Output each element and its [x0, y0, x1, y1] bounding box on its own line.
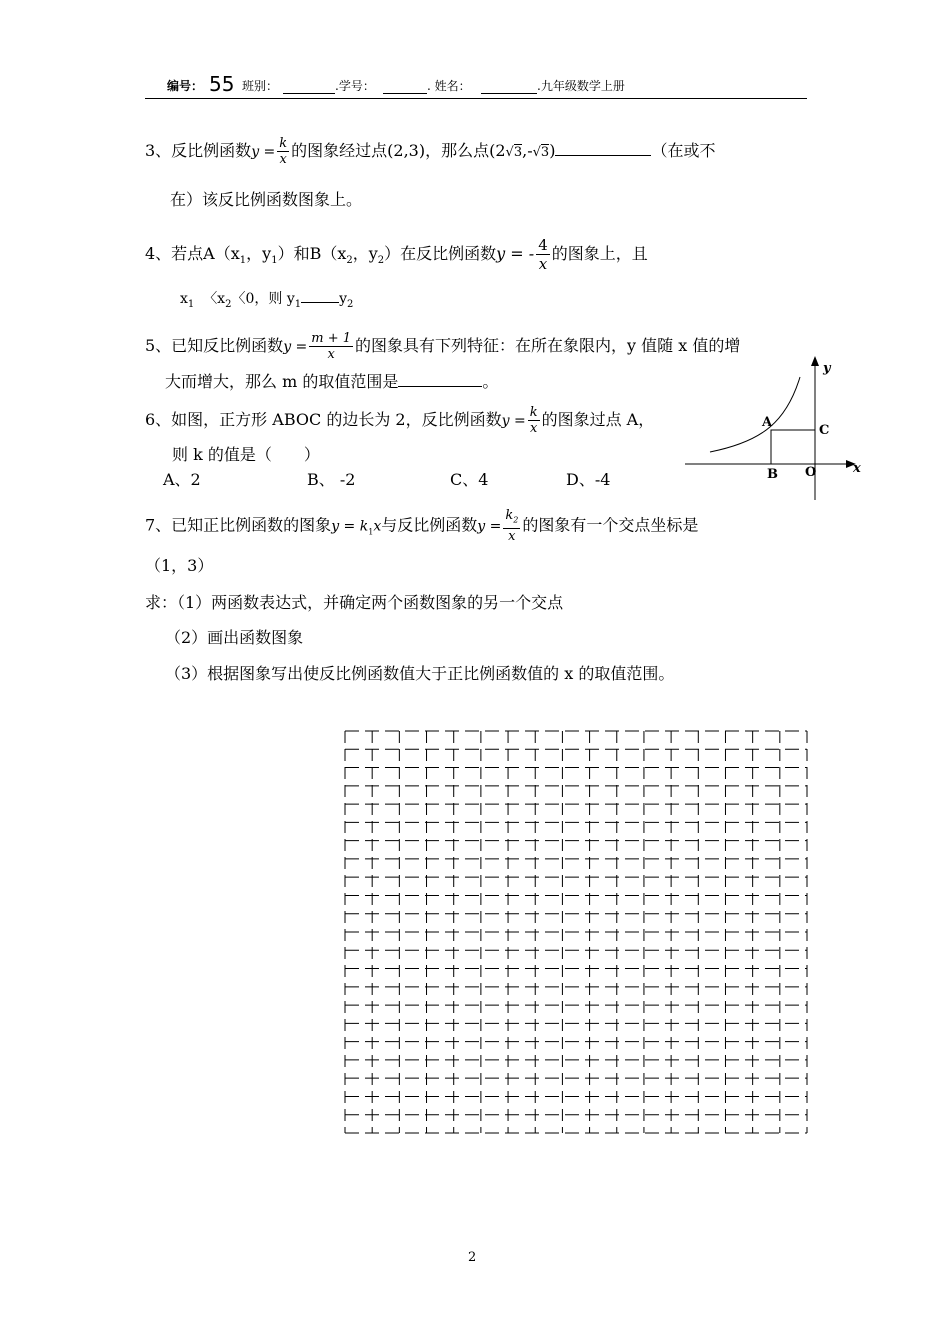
student-id-label: .学号： — [335, 79, 375, 93]
question-7-part-1: 求：（1）两函数表达式，并确定两个函数图象的另一个交点 — [145, 593, 564, 612]
point-b-label: B — [767, 467, 778, 482]
question-7-part-3: （3）根据图象写出使反比例函数值大于正比例函数值的 x 的取值范围。 — [165, 664, 675, 683]
question-7-part-2: （2）画出函数图象 — [165, 628, 304, 647]
name-label: . 姓名： — [427, 79, 471, 93]
q3-suffix: （在或不 — [651, 141, 716, 160]
class-label: 班别： — [242, 79, 279, 93]
q3-sqrt-1: √3 — [505, 145, 523, 160]
hyperbola-curve — [710, 377, 800, 452]
student-id-blank — [383, 79, 427, 94]
document-number: 55 — [209, 72, 235, 96]
q3-fraction — [277, 136, 289, 167]
x-axis-label: x — [853, 461, 861, 476]
q6-option-b: B、 -2 — [307, 470, 356, 489]
graph-grid — [344, 730, 808, 1134]
question-6-line-2: 则 k 的值是（ ） — [172, 445, 320, 464]
q5-fraction: $\frac{m + 1}{x}$ — [311, 331, 352, 362]
q3-y-eq: y = — [251, 144, 276, 160]
q6-option-c: C、4 — [450, 470, 489, 489]
class-blank — [283, 79, 335, 94]
q4-fraction: $\frac{4}{x}$ — [538, 236, 548, 273]
page-header — [145, 72, 807, 99]
q3-close: ) — [549, 141, 556, 160]
point-a-label: A — [762, 415, 773, 430]
question-7-line-1: 7、已知正比例函数的图象$y = k_1x$与反比例函数y = $\frac{k_2}{x}$ 的图象有一个交点坐标是 — [145, 508, 699, 544]
q4-answer-blank — [301, 288, 339, 303]
point-c-label: C — [819, 423, 830, 438]
q3-answer-blank — [555, 141, 651, 156]
origin-label: O — [805, 465, 817, 480]
q6-figure — [680, 352, 870, 504]
question-3-line-1 — [145, 136, 715, 167]
q4-suffix: 的图象上，且 — [551, 244, 648, 263]
question-5-line-1: 5、已知反比例函数y = $\frac{m + 1}{x}$ 的图象具有下列特征：在所在象限内，y 值随 x 值的增 — [145, 331, 741, 362]
q3-middle-2: ,- — [522, 141, 533, 160]
label-number: 编号： — [167, 79, 204, 93]
name-blank — [481, 79, 537, 94]
question-4-line-1: 4、若点$A(x_1$，$y_1$）和$B(x_2$，$y_2$）在反比例函数y = - $\frac{4}{x}$ 的图象上，且 — [145, 236, 648, 273]
question-3-line-2: 在）该反比例函数图象上。 — [170, 190, 363, 209]
q6-option-a: A、2 — [163, 470, 201, 489]
q5-answer-blank — [398, 372, 482, 387]
q3-middle: 的图象经过点(2,3)，那么点(2 — [291, 141, 506, 160]
q4-y-eq: y = - — [496, 244, 535, 263]
question-7-point: （1，3） — [145, 556, 214, 575]
y-axis-arrow — [811, 356, 819, 366]
page-number: 2 — [468, 1250, 477, 1265]
q6-option-d: D、-4 — [566, 470, 611, 489]
q6-fraction: $\frac{k}{x}$ — [529, 405, 538, 436]
question-6-line-1: 6、如图，正方形 ABOC 的边长为 2，反比例函数y = $\frac{k}{x}$ 的图象过点 A， — [145, 405, 655, 436]
q7-fraction: $\frac{k_2}{x}$ — [505, 508, 519, 544]
subject-title: .九年级数学上册 — [537, 79, 625, 93]
q4-prefix: 4、若点A（x — [145, 244, 240, 263]
q3-denominator: x — [279, 152, 287, 167]
q3-sqrt-2: √3 — [532, 145, 550, 160]
square-aboc — [771, 430, 815, 464]
question-4-line-2: $x_1$ 〈$x_2$〈0，则 $y_1$ $y_2$ — [180, 288, 353, 315]
y-axis-label: y — [823, 361, 831, 376]
q3-prefix: 3、反比例函数 — [145, 141, 252, 160]
q3-numerator: k — [279, 136, 288, 151]
question-5-line-2: 大而增大，那么 m 的取值范围是 。 — [165, 372, 499, 391]
